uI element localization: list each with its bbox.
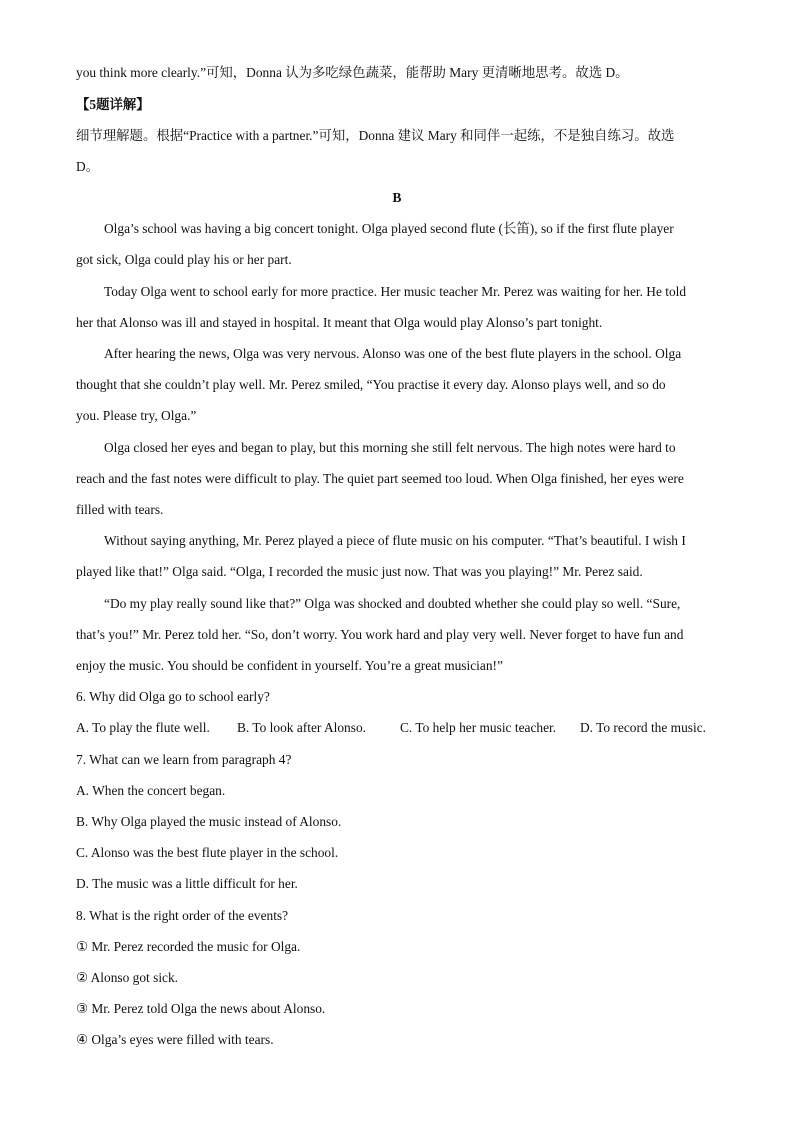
section-title: B [392, 190, 402, 205]
option-c: C. To help her music teacher. [400, 720, 557, 735]
question-stem: 8. What is the right order of the events? [76, 908, 289, 923]
passage-line: reach and the fast notes were difficult to play. The quiet part seemed too loud. When Olga finished, her eyes were [76, 471, 684, 486]
option-a: A. To play the flute well. [76, 720, 210, 735]
event-item: ④ Olga’s eyes were filled with tears. [76, 1032, 274, 1047]
passage-line: that’s you!” Mr. Perez told her. “So, don’t worry. You work hard and play very well. Never forget to have fun and [76, 627, 684, 642]
option-a: A. When the concert began. [76, 783, 226, 798]
passage-line: played like that!” Olga said. “Olga, I recorded the music just now. That was you playing!” Mr. Perez said. [76, 564, 643, 579]
q5-explanation-line: D。 [76, 159, 100, 174]
passage-line: Olga’s school was having a big concert tonight. Olga played second flute (长笛), so if the first flute player [104, 221, 674, 236]
passage-line: got sick, Olga could play his or her part. [76, 252, 292, 267]
passage-line: thought that she couldn’t play well. Mr. Perez smiled, “You practise it every day. Alonso plays well, and so do [76, 377, 666, 392]
option-b: B. To look after Alonso. [237, 720, 366, 735]
question-stem: 7. What can we learn from paragraph 4? [76, 752, 292, 767]
passage-line: Today Olga went to school early for more practice. Her music teacher Mr. Perez was waiting for her. He told [104, 284, 687, 299]
q5-explanation-line: 细节理解题。根据“Practice with a partner.”可知，Donna 建议 Mary 和同伴一起练，不是独自练习。故选 [76, 128, 675, 143]
event-item: ① Mr. Perez recorded the music for Olga. [76, 939, 301, 954]
q5-explanation-header: 【5题详解】 [76, 97, 150, 112]
event-item: ② Alonso got sick. [76, 970, 179, 985]
passage-line: enjoy the music. You should be confident in yourself. You’re a great musician!” [76, 658, 503, 673]
passage-line: Without saying anything, Mr. Perez played a piece of flute music on his computer. “That’s beautiful. I wish I [104, 533, 686, 548]
passage-line: her that Alonso was ill and stayed in hospital. It meant that Olga would play Alonso’s part tonight. [76, 315, 603, 330]
option-d: D. The music was a little difficult for her. [76, 876, 298, 891]
passage-line: “Do my play really sound like that?” Olga was shocked and doubted whether she could play so well. “Sure, [104, 596, 681, 611]
passage-line: After hearing the news, Olga was very nervous. Alonso was one of the best flute players in the school. Olga [104, 346, 682, 361]
option-b: B. Why Olga played the music instead of Alonso. [76, 814, 342, 829]
explanation-line: you think more clearly.”可知，Donna 认为多吃绿色蔬菜，能帮助 Mary 更清晰地思考。故选 D。 [76, 65, 629, 80]
event-item: ③ Mr. Perez told Olga the news about Alonso. [76, 1001, 326, 1016]
passage-line: filled with tears. [76, 502, 164, 517]
option-c: C. Alonso was the best flute player in the school. [76, 845, 339, 860]
question-stem: 6. Why did Olga go to school early? [76, 689, 270, 704]
passage-line: you. Please try, Olga.” [76, 408, 197, 423]
option-d: D. To record the music. [580, 720, 706, 735]
passage-line: Olga closed her eyes and began to play, but this morning she still felt nervous. The high notes were hard to [104, 440, 676, 455]
